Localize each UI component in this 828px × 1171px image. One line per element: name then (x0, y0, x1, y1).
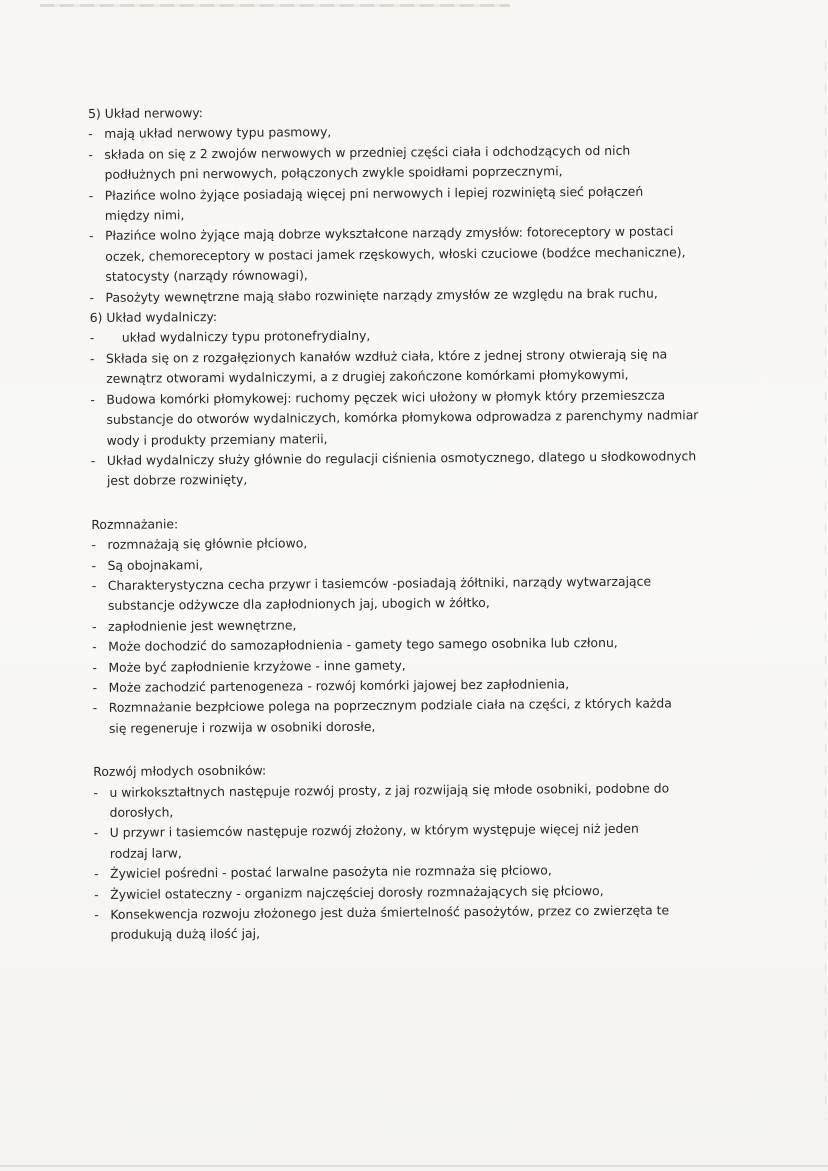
list-item-line: Charakterystyczna cecha przywr i tasiemców -posiadają żółtniki, narządy wytwarzające (107, 573, 652, 593)
list-item-line: mają układ nerwowy typu pasmowy, (104, 124, 332, 142)
list-item-line: Konsekwencja rozwoju złożonego jest duża śmiertelność pasożytów, przez co zwierzęta te (110, 902, 670, 922)
list-item-line: statocysty (narządy równowagi), (105, 267, 308, 285)
list-item-line: jest dobrze rozwinięty, (106, 472, 248, 489)
bullet-dash: - (94, 886, 99, 902)
list-item (94, 900, 744, 946)
list-item-line: u wirkokształtnych następuje rozwój prosty, z jaj rozwijają się młode osobniki, podobne do (109, 780, 670, 800)
section-heading-development: Rozwój młodych osobników: (93, 762, 267, 780)
list-item-line: rozmnażają się głównie płciowo, (107, 535, 308, 552)
bullet-dash: - (88, 126, 93, 142)
bullet-dash: - (92, 639, 97, 655)
list-item-line: między nimi, (104, 207, 185, 223)
bullet-dash: - (92, 700, 98, 716)
bullet-dash: - (93, 866, 99, 882)
list-item-line: Rozmnażanie bezpłciowe polega na poprzecznym podziale ciała na części, z których każda (108, 695, 672, 716)
bullet-dash: - (90, 452, 96, 468)
list-item-line: Są obojnakami, (107, 556, 204, 573)
list-item-line: Może dochodzić do samozapłodnienia - gamety tego samego osobnika lub członu, (108, 635, 618, 655)
bullet-dash: - (92, 679, 98, 695)
section-heading-nervous-system: 5) Układ nerwowy: (88, 105, 203, 121)
bullet-dash: - (89, 350, 95, 366)
section-heading-excretory-system: 6) Układ wydalniczy: (89, 309, 218, 326)
page-right-edge (825, 40, 826, 1120)
page-bottom-edge (0, 1165, 828, 1167)
list-item-line: Może być zapłodnienie krzyżowe - inne gamety, (108, 657, 406, 675)
list-item (94, 818, 744, 864)
list-item-line: się regeneruje i rozwija w osobniki dorosłe, (108, 718, 376, 736)
list-item (93, 693, 743, 739)
list-item (93, 777, 743, 823)
list-item-line: składa on się z 2 zwojów nerwowych w przedniej części ciała i odchodzących od nich (104, 142, 631, 162)
bullet-dash: - (93, 825, 99, 841)
bullet-dash: - (91, 577, 97, 593)
list-item (92, 571, 742, 617)
list-item-line: Płazińce wolno żyjące mają dobrze wykształcone narządy zmysłów: fotoreceptory w postaci (104, 223, 674, 244)
list-item-line: Żywiciel ostateczny - organizm najczęściej dorosły rozmnażających się płciowo, (110, 882, 604, 902)
list-item-line: zapłodnienie jest wewnętrzne, (108, 617, 297, 634)
bullet-dash: - (92, 618, 97, 634)
handwritten-notes (88, 99, 745, 946)
list-item-line: Układ wydalniczy służy głównie do regulacji ciśnienia osmotycznego, dlatego u słodkowodnych (106, 448, 697, 468)
bullet-dash: - (94, 906, 99, 923)
list-item-line: Płazińce wolno żyjące posiadają więcej pni nerwowych i lepiej rozwiniętą sieć połączeń (104, 183, 644, 203)
list-item (88, 140, 738, 186)
list-item (90, 344, 740, 390)
bullet-dash: - (88, 146, 93, 162)
list-item-line: substancje odżywcze dla zapłodnionych jaj, ubogich w żółtko, (107, 595, 490, 614)
list-item-line: Składa się on z rozgałęzionych kanałów wzdłuż ciała, które z jednej strony otwierają się na (105, 346, 668, 366)
list-item-line: podłużnych pni nerwowych, połączonych zwykle spoidłami poprzecznymi, (104, 163, 563, 183)
bullet-dash: - (92, 659, 97, 675)
bullet-dash: - (88, 228, 94, 244)
list-item-line: oczek, chemoreceptory w postaci jamek rzęskowych, włoski czuciowe (bodźce mechaniczne), (105, 244, 686, 264)
page-top-edge (40, 4, 510, 7)
bullet-dash: - (91, 557, 97, 573)
list-item (89, 221, 739, 287)
list-item-line: produkują dużą ilość jaj, (110, 926, 261, 943)
bullet-dash: - (90, 391, 95, 407)
bullet-dash: - (93, 784, 98, 800)
bullet-dash: - (88, 187, 94, 203)
list-item-line: układ wydalniczy typu protonefrydialny, (121, 328, 371, 346)
bullet-dash: - (91, 537, 97, 553)
list-item-line: substancje do otworów wydalniczych, komórka płomykowa odprowadza z parenchymy nadmiar (106, 407, 699, 427)
list-item-line: Budowa komórki płomykowej: ruchomy pęczek wici ułożony w płomyk który przemieszcza (106, 387, 666, 407)
list-item (90, 385, 740, 451)
bullet-dash: - (89, 289, 95, 305)
list-item-line: wody i produkty przemiany materii, (106, 430, 328, 448)
list-item (89, 181, 739, 227)
bullet-dash: - (89, 330, 95, 346)
list-item-line: rodzaj larw, (109, 845, 182, 861)
list-item-line: zewnątrz otworami wydalniczymi, a z drugiej zakończone komórkami płomykowymi, (106, 367, 629, 387)
list-item-line: U przywr i tasiemców następuje rozwój złożony, w którym występuje więcej niż jeden (109, 821, 639, 841)
section-heading-reproduction: Rozmnażanie: (91, 516, 179, 532)
list-item-line: Pasożyty wewnętrzne mają słabo rozwinięte narządy zmysłów ze względu na brak ruchu, (105, 285, 658, 305)
list-item-line: Żywiciel pośredni - postać larwalne pasożyta nie rozmnaża się płciowo, (109, 862, 552, 882)
list-item (91, 446, 741, 492)
list-item-line: Może zachodzić partenogeneza - rozwój komórki jajowej bez zapłodnienia, (108, 676, 570, 695)
list-item-line: dorosłych, (109, 804, 174, 820)
